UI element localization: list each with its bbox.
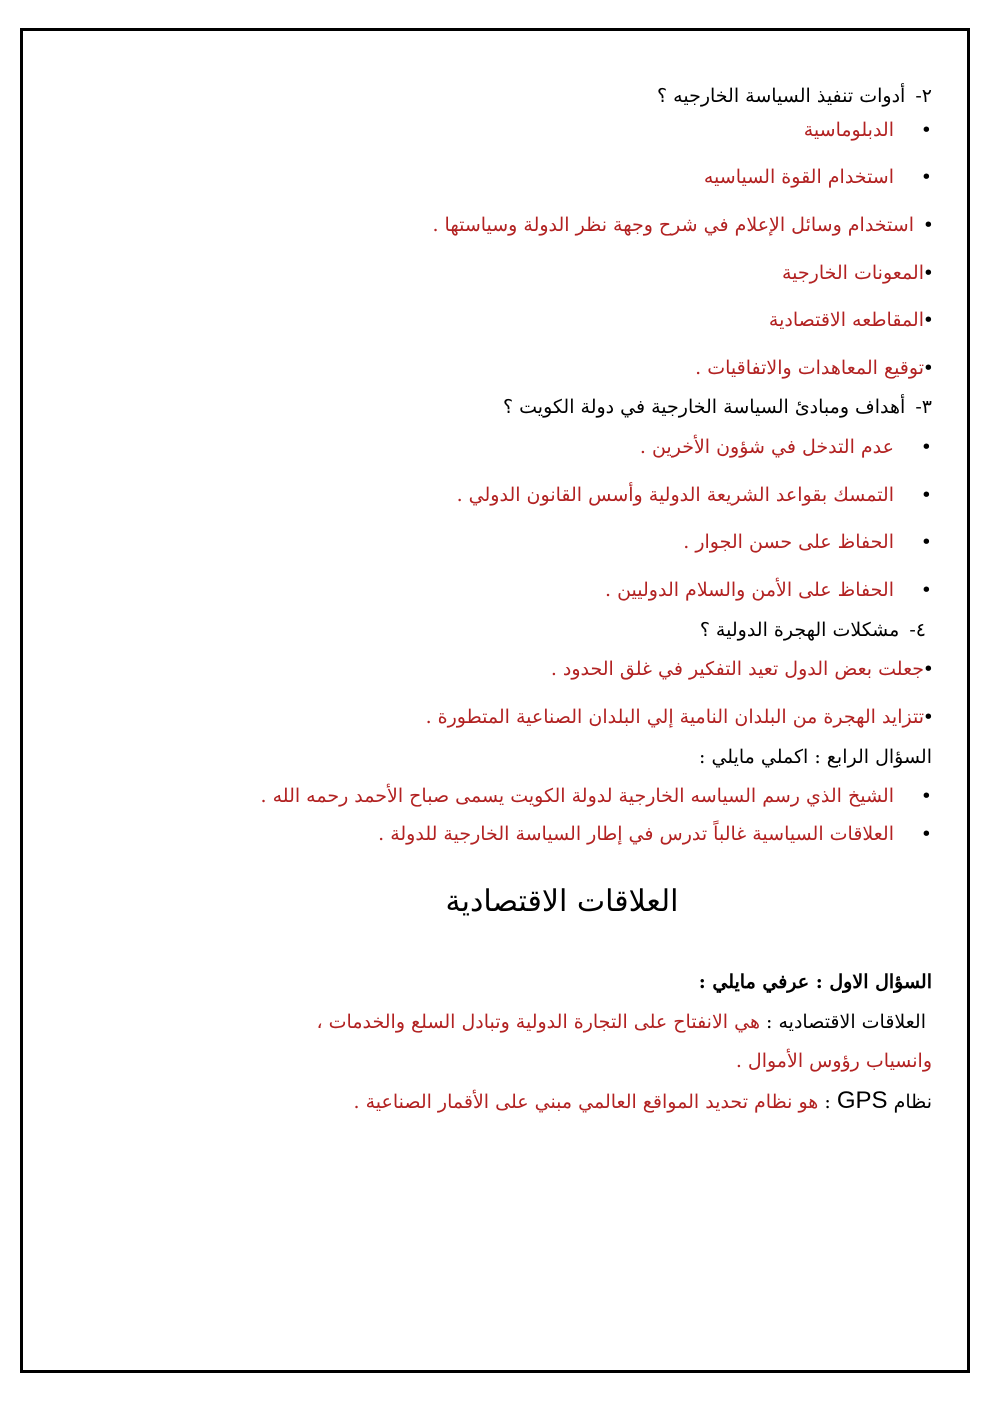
question-fourth-list xyxy=(72,784,932,847)
bullet-icon: • xyxy=(922,705,934,728)
question-3-title: أهداف ومبادئ السياسة الخارجية في دولة الكويت ؟ xyxy=(503,396,906,419)
bullet-icon: • xyxy=(922,356,934,379)
question-3-heading xyxy=(72,395,932,421)
list-item: • توقيع المعاهدات والاتفاقيات . xyxy=(72,356,932,382)
bullet-icon: • xyxy=(920,483,932,506)
question-4-heading xyxy=(72,618,932,644)
document-content xyxy=(72,84,932,1133)
definition-economic-relations xyxy=(72,1010,932,1036)
bullet-icon: • xyxy=(922,213,934,236)
question-4-title: مشكلات الهجرة الدولية ؟ xyxy=(699,618,900,641)
list-item: • الحفاظ على حسن الجوار . xyxy=(72,530,932,556)
list-item: • المعونات الخارجية xyxy=(72,261,932,287)
bullet-icon: • xyxy=(922,261,934,284)
bullet-icon: • xyxy=(920,436,932,459)
question-2-title: أدوات تنفيذ السياسة الخارجيه ؟ xyxy=(657,85,906,107)
bullet-icon: • xyxy=(922,658,934,681)
question-3-number: ٣- xyxy=(915,396,932,419)
list-item: • جعلت بعض الدول تعيد التفكير في غلق الحدود . xyxy=(72,657,932,683)
list-item: • العلاقات السياسية غالباً تدرس في إطار السياسة الخارجية للدولة . xyxy=(72,822,932,848)
definition-answer-cont: وانسياب رؤوس الأموال . xyxy=(735,1050,932,1073)
question-4-list xyxy=(72,657,932,730)
list-item: • المقاطعه الاقتصادية xyxy=(72,308,932,334)
bullet-icon: • xyxy=(920,531,932,554)
question-2-list-cont xyxy=(72,213,932,382)
question-2-heading xyxy=(72,84,932,110)
definition-answer: هي الانفتاح على التجارة الدولية وتبادل السلع والخدمات ، xyxy=(316,1010,760,1033)
definition-gps xyxy=(72,1085,932,1117)
list-item: • استخدام وسائل الإعلام في شرح وجهة نظر الدولة وسياستها . xyxy=(72,213,932,239)
list-item: • تتزايد الهجرة من البلدان النامية إلي البلدان الصناعية المتطورة . xyxy=(72,705,932,731)
bullet-icon: • xyxy=(920,579,932,602)
gps-label: GPS xyxy=(836,1086,888,1114)
list-item: • استخدام القوة السياسيه xyxy=(72,165,932,191)
list-item: • التمسك بقواعد الشريعة الدولية وأسس القانون الدولي . xyxy=(72,483,932,509)
bullet-icon: • xyxy=(922,309,934,332)
list-item: • الدبلوماسية xyxy=(72,118,932,144)
bullet-icon: • xyxy=(920,822,932,845)
list-item: • عدم التدخل في شؤون الأخرين . xyxy=(72,435,932,461)
question-fourth-heading: السؤال الرابع : اكملي مايلي : xyxy=(699,745,932,768)
question-2-number: ٢- xyxy=(915,85,932,107)
list-item: • الشيخ الذي رسم السياسه الخارجية لدولة الكويت يسمى صباح الأحمد رحمه الله . xyxy=(72,784,932,810)
definition-colon: : xyxy=(824,1090,831,1113)
bullet-icon: • xyxy=(920,118,932,141)
definition-term: العلاقات الاقتصاديه : xyxy=(766,1010,926,1033)
list-item: • الحفاظ على الأمن والسلام الدوليين . xyxy=(72,578,932,604)
question-2-list xyxy=(72,118,932,191)
bullet-icon: • xyxy=(920,166,932,189)
question-3-list xyxy=(72,435,932,604)
section-title: العلاقات الاقتصادية xyxy=(445,883,679,919)
definition-term: نظام xyxy=(893,1090,932,1113)
question-first-heading: السؤال الاول : عرفي مايلي : xyxy=(698,971,932,994)
bullet-icon: • xyxy=(920,785,932,808)
definition-answer: هو نظام تحديد المواقع العالمي مبني على الأقمار الصناعية . xyxy=(353,1090,819,1113)
question-4-number: ٤- xyxy=(909,618,926,641)
